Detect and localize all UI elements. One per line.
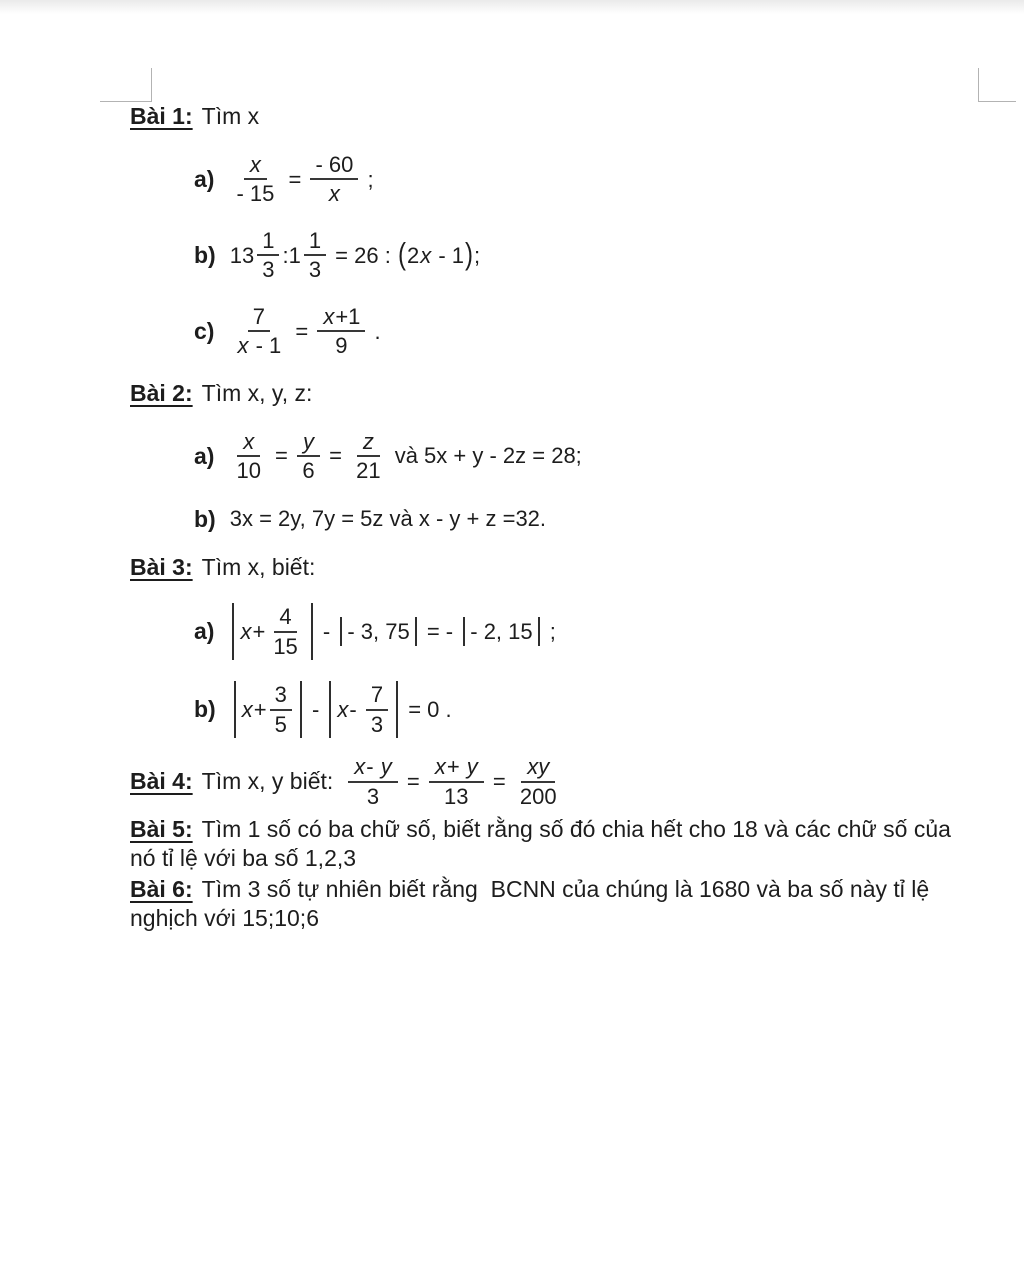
math-expression (230, 505, 546, 533)
math-text: - 3, 75 (347, 618, 410, 644)
exercise (130, 815, 976, 873)
math-text: = (289, 318, 315, 344)
exercise-title: Tìm x, y biết: (201, 768, 334, 795)
fraction (268, 604, 302, 659)
item-label: a) (194, 442, 215, 469)
exercise (130, 875, 976, 933)
math-text: = - (420, 618, 460, 644)
fraction-denominator (268, 633, 302, 660)
math-text: 7 (370, 682, 384, 708)
fraction (348, 754, 397, 809)
fraction-numerator (274, 604, 296, 633)
exercise-heading (130, 553, 976, 582)
exercise-item (194, 505, 976, 534)
fraction (297, 429, 320, 484)
fraction-denominator (231, 180, 279, 207)
fraction (366, 682, 388, 737)
exercise-heading (130, 815, 976, 873)
item-label: b) (194, 505, 216, 532)
math-expression (230, 228, 480, 283)
exercise (130, 754, 976, 809)
fraction-denominator (362, 783, 384, 810)
math-text: - 60 (315, 151, 354, 177)
math-variable: y (380, 754, 392, 780)
fraction-numerator (429, 754, 484, 783)
math-expression (228, 603, 555, 660)
exercise-label: Bài 5: (130, 816, 193, 843)
absolute-value (234, 681, 302, 738)
fraction-numerator (297, 429, 320, 458)
math-variable: x (328, 181, 340, 207)
math-text: 200 (519, 783, 557, 809)
fraction (231, 429, 265, 484)
fraction (429, 754, 484, 809)
math-text: + (253, 696, 267, 722)
exercise-item (194, 681, 976, 738)
math-text: = 26 : (329, 242, 397, 268)
exercise (130, 553, 976, 738)
math-expression (345, 754, 564, 809)
exercise-title: Tìm x, y, z: (201, 379, 313, 406)
math-text: 1 (262, 227, 275, 253)
math-text: ; (361, 166, 374, 192)
fraction-numerator (244, 152, 267, 181)
fraction-numerator (270, 682, 292, 711)
math-variable: x (243, 428, 255, 454)
fraction (231, 304, 286, 359)
fraction-numerator (348, 754, 397, 783)
math-variable: x (240, 618, 252, 644)
math-text: +1 (335, 303, 361, 329)
math-text: 3 (274, 682, 287, 708)
fraction (304, 228, 326, 283)
fraction-numerator (304, 228, 326, 257)
fraction-numerator (317, 304, 365, 333)
absolute-value (340, 617, 416, 647)
math-expression (228, 152, 373, 207)
exercise (130, 379, 976, 534)
math-text: 3 (370, 711, 384, 737)
math-variable: z (362, 428, 374, 454)
math-text: và 5x + y - 2z = 28; (388, 443, 582, 469)
math-text: - (349, 696, 363, 722)
math-text: 1 (308, 227, 322, 253)
math-text: . (368, 318, 381, 344)
math-text: - 1 (432, 242, 464, 268)
math-expression (228, 304, 380, 359)
exercise-item (194, 603, 976, 660)
math-text: 13 (229, 242, 255, 268)
math-text: 10 (236, 458, 261, 484)
fraction (310, 152, 358, 207)
math-text: 15 (273, 633, 298, 659)
math-expression (230, 681, 452, 738)
math-text: 3 (308, 257, 322, 283)
math-text: 2 (406, 242, 420, 268)
fraction-denominator (231, 332, 286, 359)
fraction (270, 682, 292, 737)
open-paren: ( (397, 237, 406, 272)
math-text: 3x = 2y, 7y = 5z và x - y + z =32. (229, 506, 547, 532)
fraction-denominator (257, 256, 279, 283)
fraction-numerator (257, 228, 279, 257)
math-text: + (252, 618, 266, 644)
math-text: ; (474, 242, 481, 268)
fraction (351, 429, 385, 484)
exercise-title: Tìm 3 số tự nhiên biết rằng BCNN của chúng là 1680 và ba số này tỉ lệ nghịch với 15;10;6 (130, 875, 936, 931)
fraction-denominator (231, 457, 265, 484)
item-label: b) (194, 241, 216, 268)
math-text: 9 (335, 333, 348, 359)
exercise-heading (130, 875, 976, 933)
absolute-value (232, 603, 312, 660)
math-text: = (400, 768, 426, 794)
math-text: 6 (302, 458, 315, 484)
exercise-title: Tìm 1 số có ba chữ số, biết rằng số đó chia hết cho 18 và các chữ số của nó tỉ lệ với ba số 1,2,3 (130, 816, 958, 872)
fraction (231, 152, 279, 207)
math-text: 3 (262, 257, 275, 283)
absolute-value (329, 681, 398, 738)
fraction-numerator (248, 304, 270, 333)
exercise-title: Tìm x (201, 103, 260, 129)
math-variable: xy (527, 754, 550, 780)
math-text: 7 (252, 303, 265, 329)
exercise-heading (130, 754, 976, 809)
page-top-shadow (0, 0, 1024, 14)
page-corner-mark-right (978, 68, 1016, 102)
exercise-item (194, 304, 976, 359)
exercise-label: Bài 6: (130, 875, 193, 902)
math-variable: x (420, 242, 432, 268)
exercise-heading (130, 102, 976, 131)
math-text: - (305, 696, 326, 722)
math-variable: x (337, 696, 349, 722)
math-variable: y (303, 428, 315, 454)
math-text: 21 (356, 458, 381, 484)
exercise-item (194, 228, 976, 283)
exercise-title: Tìm x, biết: (201, 554, 316, 581)
math-text: - (366, 754, 380, 780)
fraction-denominator (270, 711, 292, 738)
item-label: a) (194, 618, 215, 645)
math-text: = (486, 768, 512, 794)
fraction (257, 228, 279, 283)
close-paren: ) (465, 237, 473, 272)
exercise (130, 102, 976, 359)
fraction-denominator (439, 783, 473, 810)
document-content (130, 102, 976, 933)
fraction-denominator (297, 457, 319, 484)
math-variable: x (434, 754, 446, 780)
math-text: :1 (282, 242, 301, 268)
math-variable: x (237, 333, 249, 359)
fraction-numerator (310, 152, 358, 181)
fraction-numerator (237, 429, 260, 458)
math-variable: y (466, 754, 478, 780)
exercise-label: Bài 1: (130, 103, 193, 129)
fraction-denominator (515, 783, 562, 810)
exercise-heading (130, 379, 976, 408)
fraction (317, 304, 365, 359)
exercise-label: Bài 4: (130, 768, 193, 795)
fraction-denominator (304, 256, 326, 283)
math-variable: x (354, 754, 366, 780)
math-variable: x (249, 151, 261, 177)
fraction-numerator (366, 682, 388, 711)
math-text: = 0 . (402, 696, 452, 722)
exercise-label: Bài 3: (130, 554, 193, 581)
math-text: - 1 (249, 333, 282, 359)
math-text: = (323, 443, 349, 469)
fraction (515, 754, 562, 809)
item-label: c) (194, 317, 215, 344)
item-label: a) (194, 165, 215, 192)
math-text: + (446, 754, 466, 780)
math-text: - 15 (236, 181, 275, 207)
absolute-value (463, 617, 539, 647)
fraction-numerator (357, 429, 380, 458)
math-text: 5 (274, 711, 287, 737)
fraction-denominator (323, 180, 346, 207)
fraction-denominator (330, 332, 352, 359)
parentheses (397, 237, 474, 272)
math-text: - 2, 15 (470, 618, 533, 644)
fraction-denominator (351, 457, 385, 484)
math-variable: x (241, 696, 253, 722)
fraction-denominator (366, 711, 388, 738)
exercise-label: Bài 2: (130, 379, 193, 406)
math-expression (228, 429, 581, 484)
math-text: 3 (366, 783, 380, 809)
fraction-numerator (521, 754, 555, 783)
exercise-item (194, 152, 976, 207)
math-variable: x (323, 303, 335, 329)
math-text: = (282, 166, 308, 192)
math-text: 13 (444, 783, 469, 809)
math-text: 4 (279, 604, 292, 630)
math-text: ; (543, 618, 556, 644)
page-corner-mark-left (100, 68, 152, 102)
exercise-item (194, 429, 976, 484)
item-label: b) (194, 696, 216, 723)
math-text: - (316, 618, 337, 644)
math-text: = (268, 443, 295, 469)
